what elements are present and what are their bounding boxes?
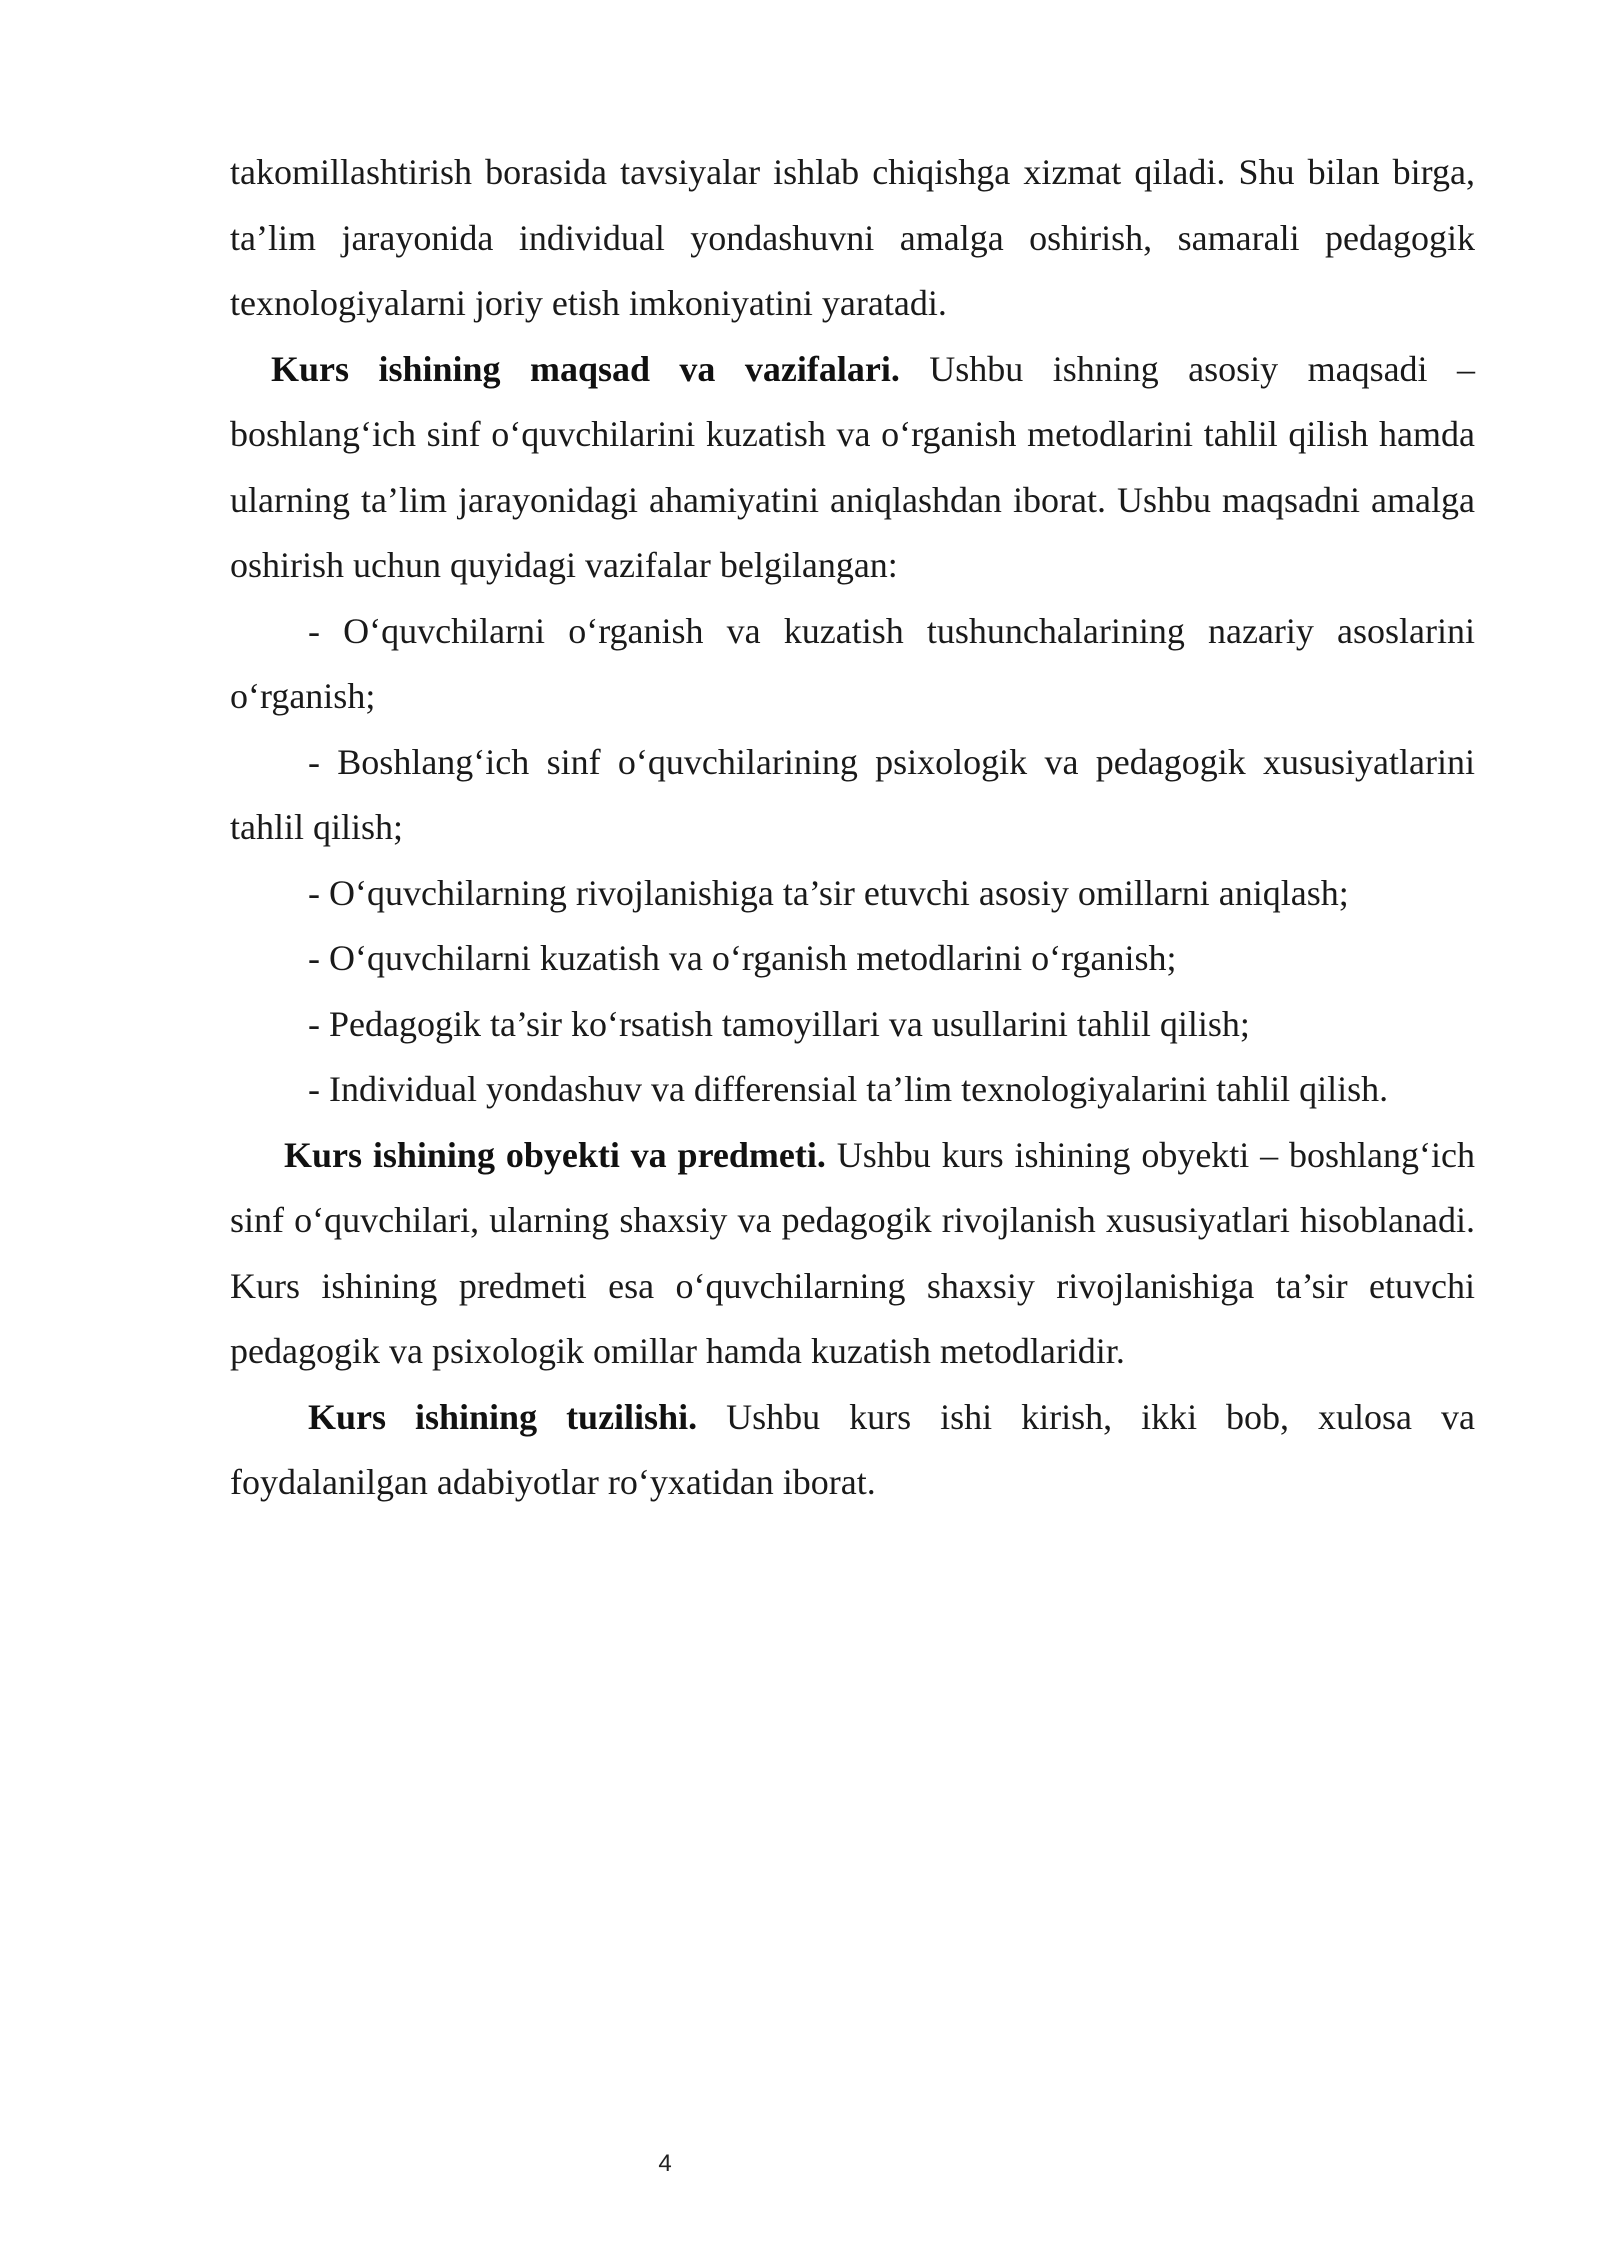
task-item: - O‘quvchilarni o‘rganish va kuzatish tushunchalarining nazariy asoslarini o‘rganish; xyxy=(230,610,1475,716)
task-item: - O‘quvchilarning rivojlanishiga ta’sir etuvchi asosiy omillarni aniqlash; xyxy=(308,872,1349,913)
goals-paragraph xyxy=(230,337,1475,599)
intro-text: takomillashtirish borasida tavsiyalar ishlab chiqishga xizmat qiladi. Shu bilan birga, ta’lim jarayonida individual yondashuvni amalga oshirish, samarali pedagogik texnologiyalarni joriy etish imkoniyatini yaratadi. xyxy=(230,152,1475,323)
page-number: 4 xyxy=(658,2150,672,2177)
page-body xyxy=(230,140,1475,1516)
task-item: - Pedagogik ta’sir ko‘rsatish tamoyillari va usullarini tahlil qilish; xyxy=(308,1003,1250,1044)
object-paragraph xyxy=(230,1123,1475,1385)
goals-heading: Kurs ishining maqsad va vazifalari. xyxy=(271,348,900,389)
object-heading: Kurs ishining obyekti va predmeti. xyxy=(284,1134,826,1175)
object-text: Ushbu kurs ishining obyekti – boshlang‘ich sinf o‘quvchilari, ularning shaxsiy va pedagogik rivojlanish xususiyatlari hisoblanadi. Kurs ishining predmeti esa o‘quvchilarning shaxsiy rivojlanishiga ta’sir etuvchi pedagogik va psixologik omillar hamda kuzatish metodlaridir. xyxy=(230,1134,1475,1371)
task-item: - Boshlang‘ich sinf o‘quvchilarining psixologik va pedagogik xususiyatlarini tahlil qilish; xyxy=(230,741,1475,847)
task-item: - O‘quvchilarni kuzatish va o‘rganish metodlarini o‘rganish; xyxy=(308,938,1177,978)
intro-paragraph xyxy=(230,140,1475,337)
goals-text: Ushbu ishning asosiy maqsadi – boshlang‘ich sinf o‘quvchilarini kuzatish va o‘rganish metodlarini tahlil qilish hamda ularning ta’lim jarayonidagi ahamiyatini aniqlashdan iborat. Ushbu maqsadni amalga oshirish uchun quyidagi vazifalar belgilangan: xyxy=(230,348,1475,585)
structure-paragraph xyxy=(230,1385,1475,1516)
structure-heading: Kurs ishining tuzilishi. xyxy=(308,1396,698,1437)
task-item: - Individual yondashuv va differensial ta’lim texnologiyalarini tahlil qilish. xyxy=(308,1069,1389,1109)
structure-text: Ushbu kurs ishi kirish, ikki bob, xulosa va foydalanilgan adabiyotlar ro‘yxatidan iborat. xyxy=(230,1396,1476,1502)
